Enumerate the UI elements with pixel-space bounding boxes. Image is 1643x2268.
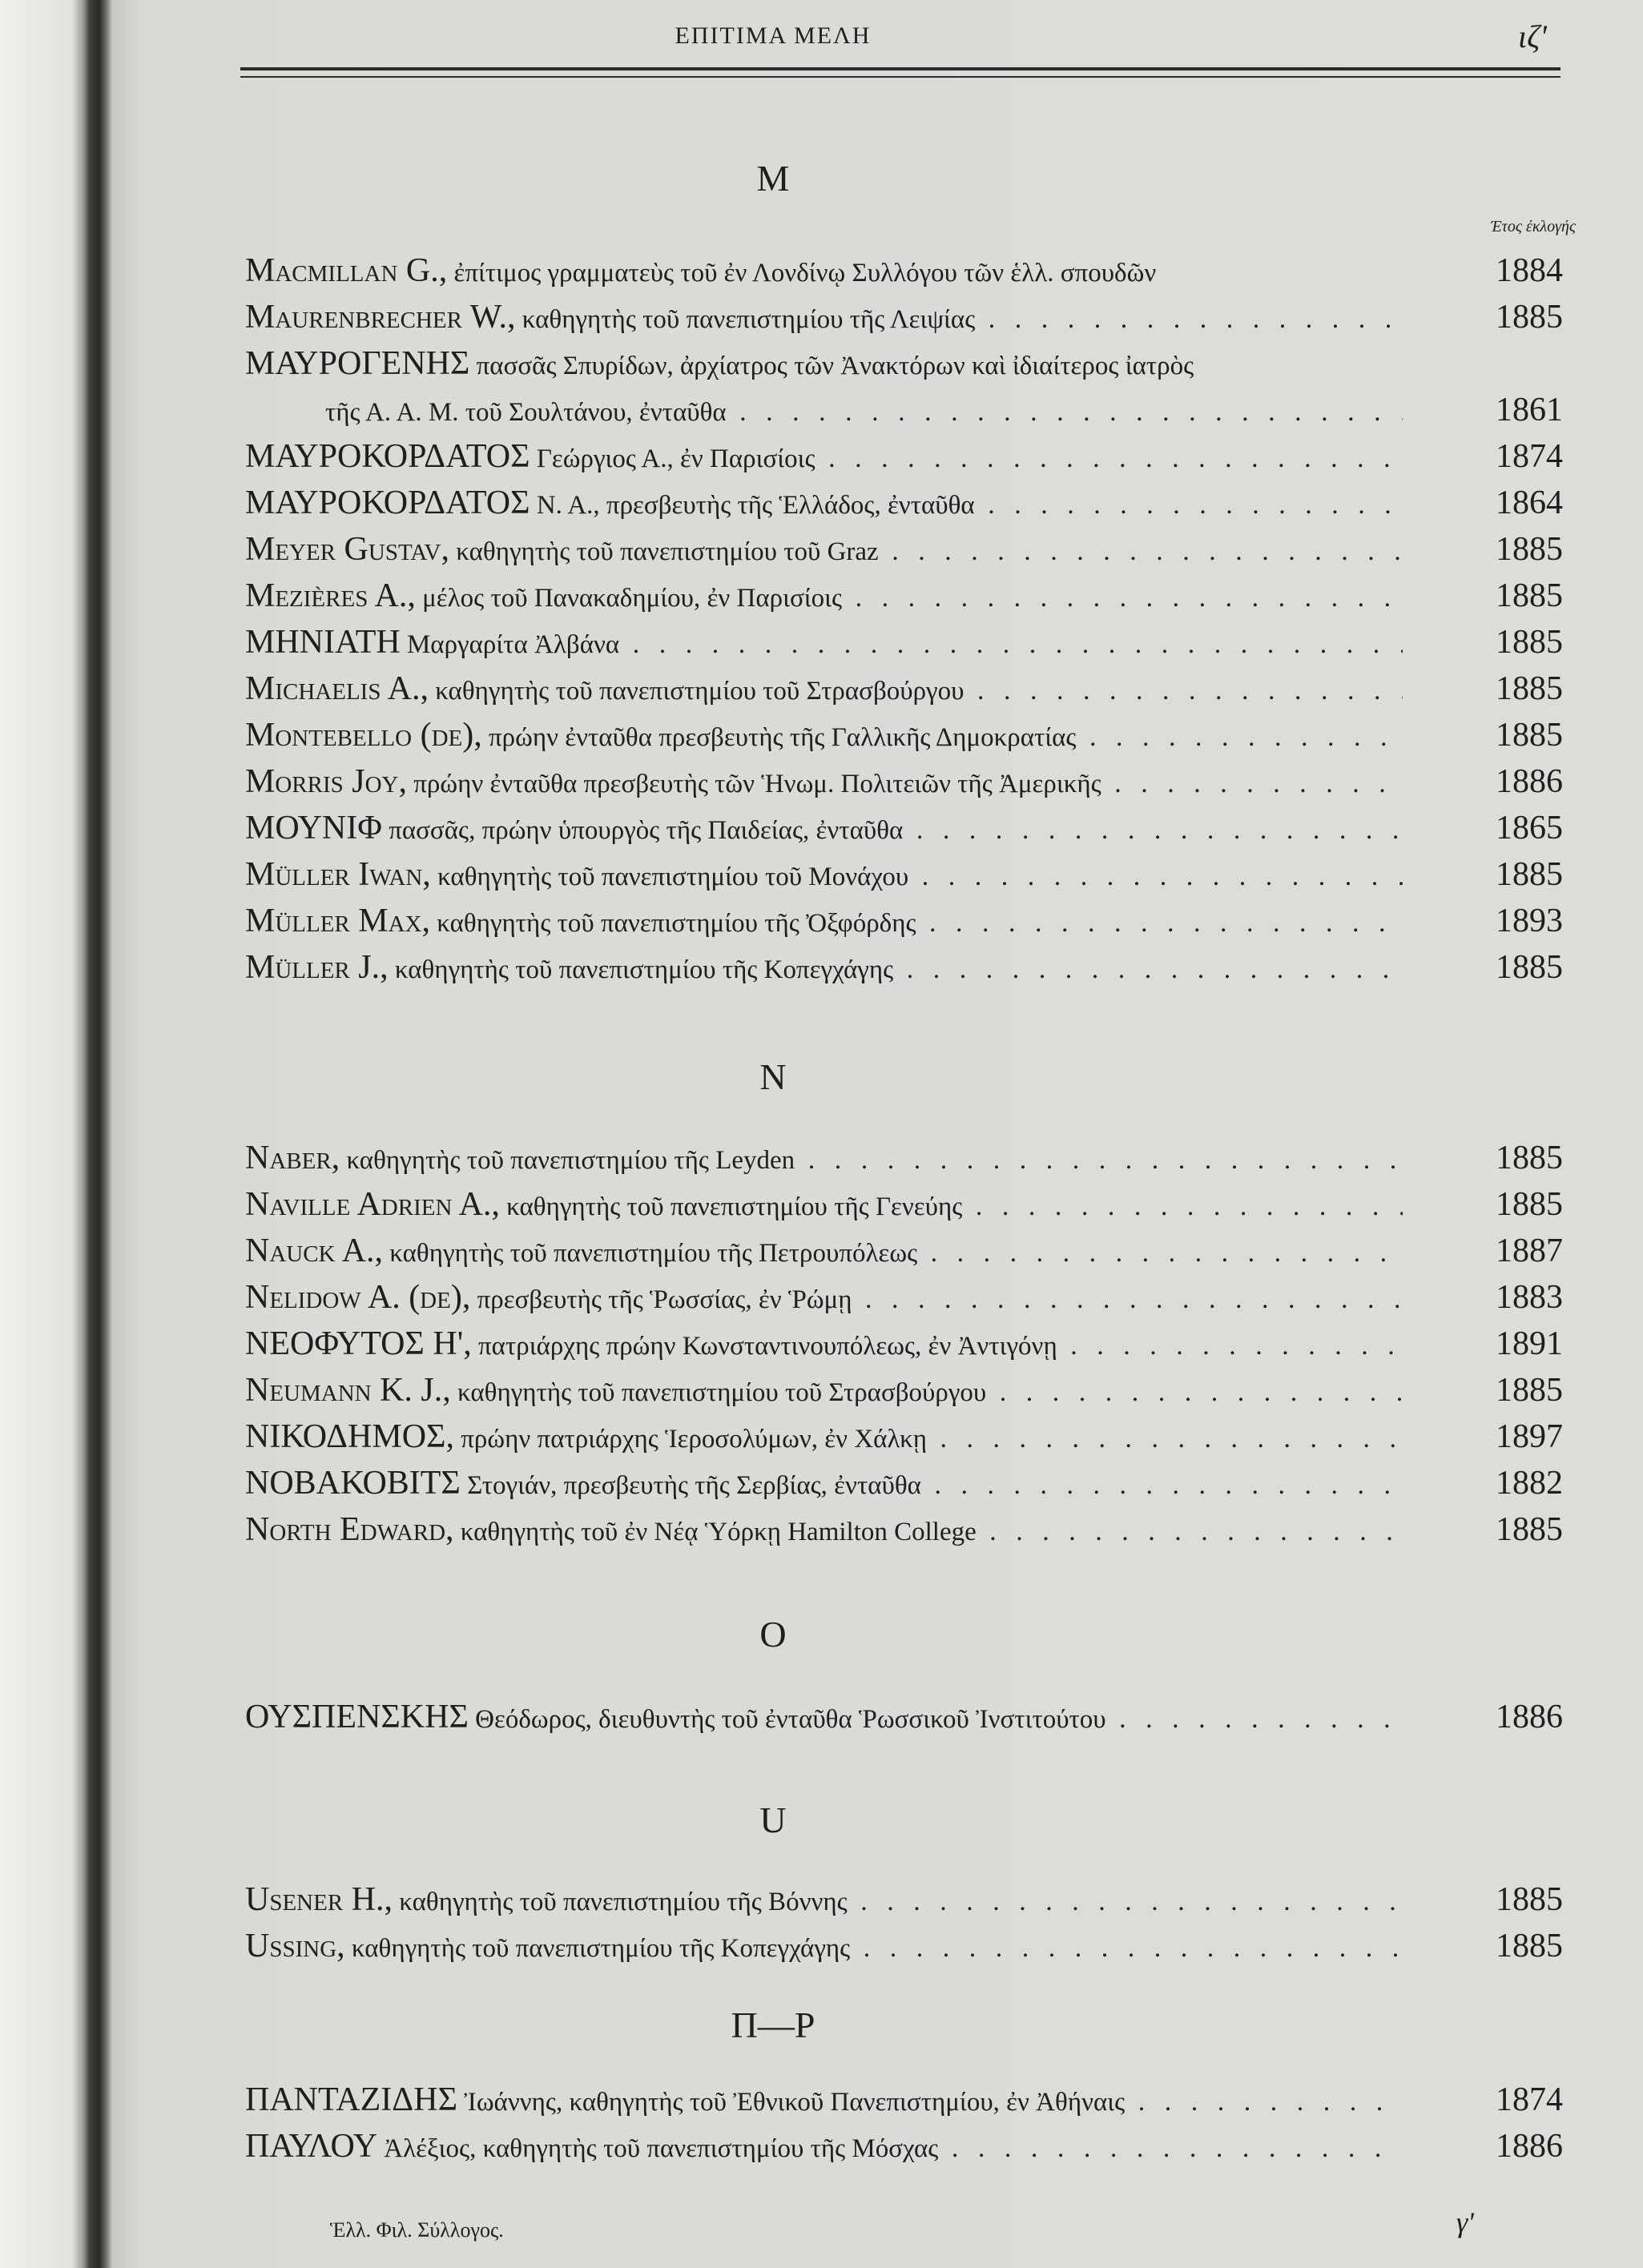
header-rule-thick (240, 67, 1560, 70)
header-rule-thin (240, 76, 1560, 78)
footer-signature: Ἑλλ. Φιλ. Σύλλογος. (330, 2218, 504, 2242)
list-item: ΜΑΥΡΟΓΕΝΗΣ πασσᾶς Σπυρίδων, ἀρχίατρος τῶν Ἀνακτόρων καὶ ἰδιαίτερος ἰατρὸς (245, 345, 1194, 382)
list-item: Naber, καθηγητὴς τοῦ πανεπιστημίου τῆς Leyden . . . 1885 (245, 1136, 1563, 1180)
list-item: Meyer Gustav, καθηγητὴς τοῦ πανεπιστημίου τοῦ Graz . . . 1885 (245, 527, 1563, 572)
list-item: Morris Joy, πρώην ἐνταῦθα πρεσβευτὴς τῶν Ἡνωμ. Πολιτειῶν τῆς Ἀμερικῆς . . . 1886 (245, 759, 1563, 804)
list-item: ΟΥΣΠΕΝΣΚΗΣ Θεόδωρος, διευθυντὴς τοῦ ἐνταῦθα Ῥωσσικοῦ Ἰνστιτούτου . . . 1886 (245, 1695, 1563, 1739)
section-letter-pi-rho: Π—Ρ (731, 2005, 815, 2045)
list-item: Müller Max, καθηγητὴς τοῦ πανεπιστημίου τῆς Ὀξφόρδης . . . 1893 (245, 899, 1563, 943)
running-head: ΕΠΙΤΙΜΑ ΜΕΛΗ (675, 22, 872, 49)
year-column-label: Έτος έκλογής (1491, 218, 1576, 235)
list-item: North Edward, καθηγητὴς τοῦ ἐν Νέᾳ Ὑόρκῃ Hamilton College . . . 1885 (245, 1507, 1563, 1552)
list-item: Michaelis A., καθηγητὴς τοῦ πανεπιστημίου τοῦ Στρασβούργου . . . 1885 (245, 666, 1563, 711)
list-item: Ussing, καθηγητὴς τοῦ πανεπιστημίου τῆς Κοπεγχάγης . . . 1885 (245, 1924, 1563, 1968)
book-binding-shadow (0, 0, 112, 2268)
list-item: Nauck A., καθηγητὴς τοῦ πανεπιστημίου τῆς Πετρουπόλεως . . . 1887 (245, 1228, 1563, 1273)
list-item: ΜΑΥΡΟΚΟΡΔΑΤΟΣ Ν. Α., πρεσβευτὴς τῆς Ἑλλάδος, ἐνταῦθα . . . 1864 (245, 481, 1563, 525)
list-item: ΝΙΚΟΔΗΜΟΣ, πρώην πατριάρχης Ἱεροσολύμων, ἐν Χάλκῃ . . . 1897 (245, 1414, 1563, 1459)
list-item: Nelidow A. (de), πρεσβευτὴς τῆς Ῥωσσίας, ἐν Ῥώμῃ . . . 1883 (245, 1275, 1563, 1320)
section-letter-u: U (759, 1800, 787, 1840)
page-number: ιζ' (1518, 18, 1547, 54)
list-item: ΝΕΟΦΥΤΟΣ Η', πατριάρχης πρώην Κωνσταντινουπόλεως, ἐν Ἀντιγόνῃ . . . 1891 (245, 1321, 1563, 1366)
list-item: Maurenbrecher W., καθηγητὴς τοῦ πανεπιστημίου τῆς Λειψίας . . . 1885 (245, 295, 1563, 340)
list-item: Mezières A., μέλος τοῦ Πανακαδημίου, ἐν Παρισίοις . . . 1885 (245, 573, 1563, 618)
list-item: Müller Iwan, καθηγητὴς τοῦ πανεπιστημίου τοῦ Μονάχου . . . 1885 (245, 852, 1563, 897)
footer-signature-mark: γ' (1456, 2206, 1474, 2238)
list-item: Naville Adrien A., καθηγητὴς τοῦ πανεπιστημίου τῆς Γενεύης . . . 1885 (245, 1182, 1563, 1227)
list-item: Montebello (de), πρώην ἐνταῦθα πρεσβευτὴς τῆς Γαλλικῆς Δημοκρατίας . . . 1885 (245, 713, 1563, 758)
list-item: Müller J., καθηγητὴς τοῦ πανεπιστημίου τῆς Κοπεγχάγης . . . 1885 (245, 945, 1563, 990)
list-item: ΜΟΥΝΙΦ πασσᾶς, πρώην ὑπουργὸς τῆς Παιδείας, ἐνταῦθα . . . 1865 (245, 806, 1563, 850)
list-item: Macmillan G., ἐπίτιμος γραμματεὺς τοῦ ἐν Λονδίνῳ Συλλόγου τῶν ἑλλ. σπουδῶν 1884 (245, 252, 1563, 289)
list-item: Usener H., καθηγητὴς τοῦ πανεπιστημίου τῆς Βόννης . . . 1885 (245, 1877, 1563, 1922)
section-letter-o: O (759, 1614, 787, 1655)
list-item: ΝΟΒΑΚΟΒΙΤΣ Στογιάν, πρεσβευτὴς τῆς Σερβίας, ἐνταῦθα . . . 1882 (245, 1461, 1563, 1506)
section-letter-m: M (756, 158, 790, 199)
list-item: ΜΑΥΡΟΚΟΡΔΑΤΟΣ Γεώργιος Α., ἐν Παρισίοις . . . 1874 (245, 434, 1563, 479)
list-item: ΜΗΝΙΑΤΗ Μαργαρίτα Ἀλβάνα . . . 1885 (245, 620, 1563, 665)
list-item: τῆς Α. Α. Μ. τοῦ Σουλτάνου, ἐνταῦθα . . . 1861 (245, 388, 1563, 432)
list-item: Neumann K. J., καθηγητὴς τοῦ πανεπιστημίου τοῦ Στρασβούργου . . . 1885 (245, 1368, 1563, 1413)
list-item: ΠΑΥΛΟΥ Ἀλέξιος, καθηγητὴς τοῦ πανεπιστημίου τῆς Μόσχας . . . 1886 (245, 2124, 1563, 2169)
list-item: ΠΑΝΤΑΖΙΔΗΣ Ἰωάννης, καθηγητὴς τοῦ Ἐθνικοῦ Πανεπιστημίου, ἐν Ἀθήναις . . . 1874 (245, 2077, 1563, 2122)
section-letter-n: N (759, 1056, 787, 1097)
